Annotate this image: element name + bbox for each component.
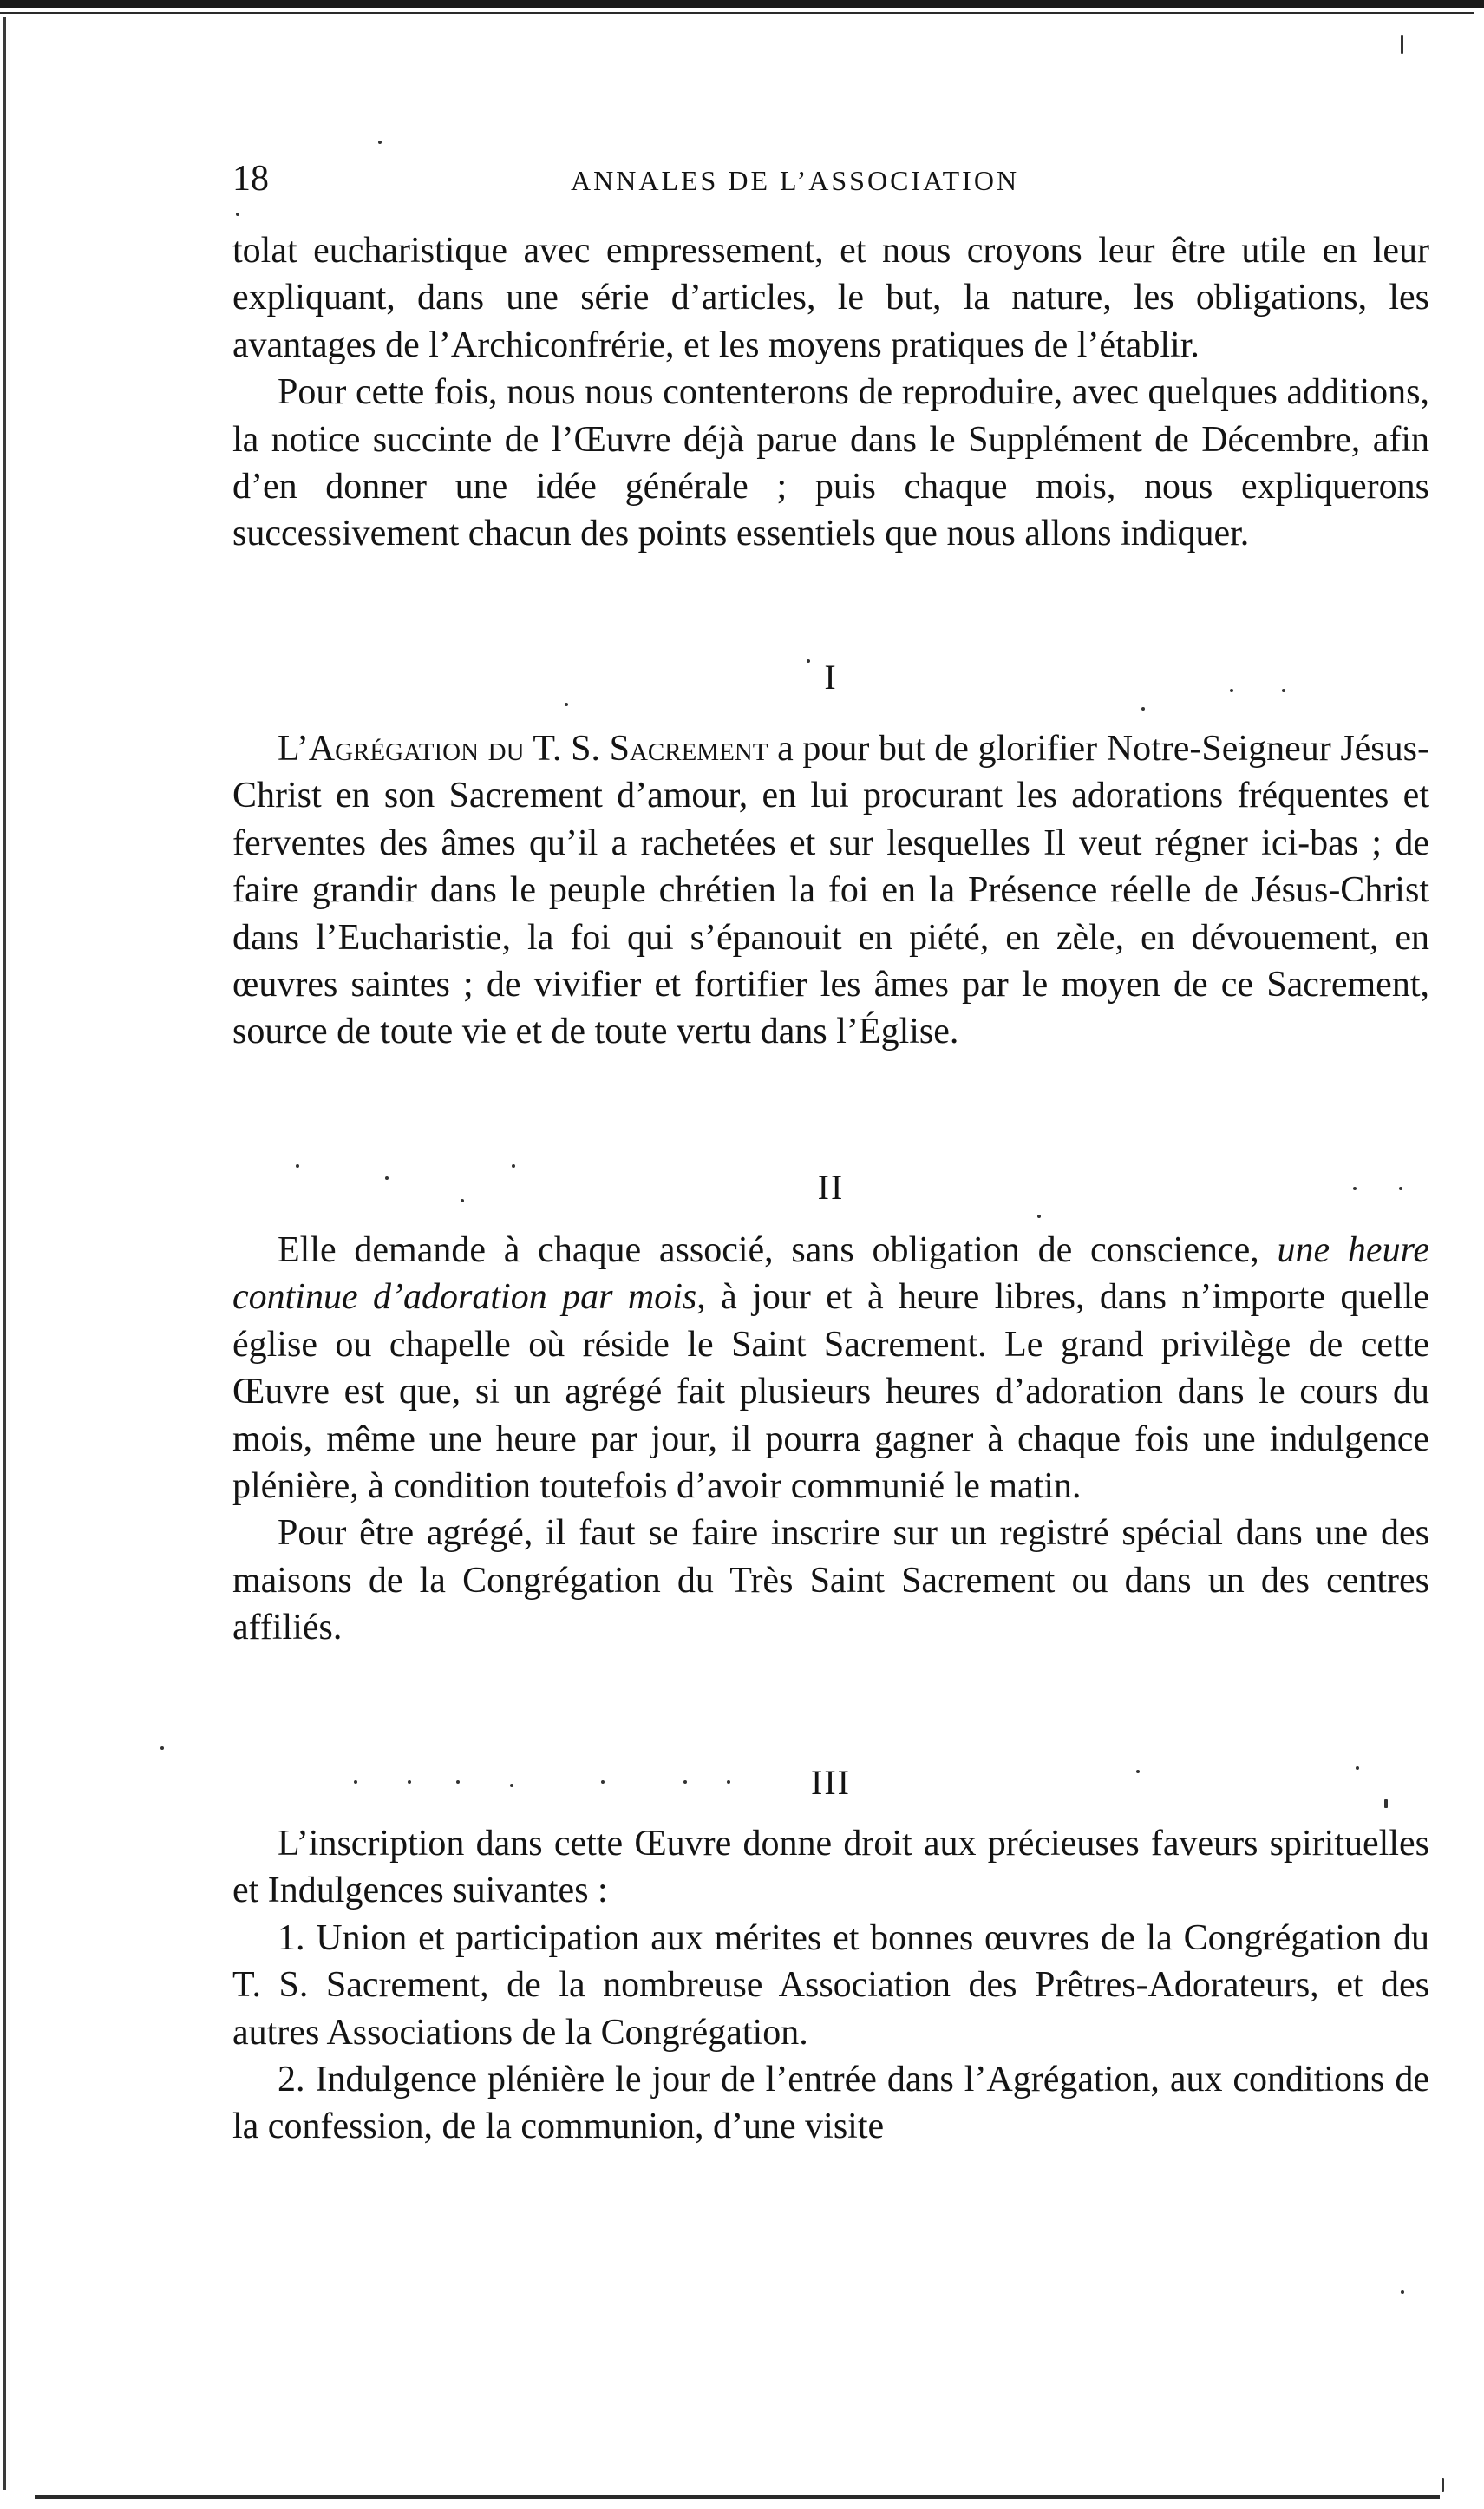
section-2-p1-start: Elle demande à chaque associé, sans obligation de conscience, xyxy=(278,1230,1278,1270)
section-3-item-2: 2. Indulgence plénière le jour de l’entrée dans l’Agrégation, aux conditions de la confession, de la communion, d’une visite xyxy=(232,2060,1429,2147)
scan-border-line xyxy=(0,12,1474,14)
section-2-paragraph-2: Pour être agrégé, il faut se faire inscrire sur un registré spécial dans une des maisons de la Congrégation du Très Saint Sacrement ou dans un des centres affiliés. xyxy=(232,1513,1429,1648)
intro-text xyxy=(232,227,1429,558)
section-2-paragraph-1 xyxy=(232,1227,1429,1510)
scan-speck xyxy=(565,703,568,706)
scan-border-bottom xyxy=(35,2495,1440,2499)
scan-speck xyxy=(378,141,382,144)
section-heading-1: I xyxy=(824,658,838,697)
section-2-p1-italic: une heure continue d’adoration par mois xyxy=(232,1230,1429,1318)
section-2-p1-end: , à jour et à heure libres, dans n’importe quelle église ou chapelle où réside le Saint Sacrement. Le grand privilège de cette Œuvre est que, si un agrégé fait plusieurs heures d’adoration dans le cours du mois, même une heure par jour, il pourra gagner à chaque fois une indulgence plénière, à condition toutefois d’avoir communié le matin. xyxy=(232,1277,1429,1507)
section-heading-3: III xyxy=(811,1763,851,1802)
section-1-lead: L’Agrégation du T. S. Sacrement xyxy=(278,729,768,769)
intro-paragraph-2: Pour cette fois, nous nous contenterons de reproduire, avec quelques additions, la notice succinte de l’Œuvre déjà parue dans le Supplément de Décembre, afin d’en donner une idée générale ; puis chaque mois, nous expliquerons successivement chacun des points essentiels que nous allons indiquer. xyxy=(232,372,1429,554)
scan-speck xyxy=(236,213,239,216)
scan-speck xyxy=(1442,2478,1444,2492)
section-3-paragraph-1: L’inscription dans cette Œuvre donne droit aux précieuses faveurs spirituelles et Indulgences suivantes : xyxy=(232,1824,1429,1911)
section-2-text xyxy=(232,1227,1429,1652)
running-head xyxy=(232,156,1429,208)
section-1-body: a pour but de glorifier Notre-Seigneur Jésus-Christ en son Sacrement d’amour, en lui procurant les adorations fréquentes et ferventes des âmes qu’il a rachetées et sur lesquelles Il veut régner ici-bas ; de faire grandir dans le peuple chrétien la foi en la Présence réelle de Jésus-Christ dans l’Eucharistie, la foi qui s’épanouit en piété, en zèle, en dévouement, en œuvres saintes ; de vivifier et fortifier les âmes par le moyen de ce Sacrement, source de toute vie et de toute vertu dans l’Église. xyxy=(232,729,1429,1052)
section-heading-2: II xyxy=(817,1168,845,1207)
section-3-text xyxy=(232,1820,1429,2151)
scan-speck xyxy=(1401,2290,1404,2294)
scan-border-left xyxy=(3,17,6,2490)
page-number: 18 xyxy=(232,159,269,199)
section-1-text xyxy=(232,725,1429,1056)
section-1-paragraph xyxy=(232,725,1429,1056)
scan-speck xyxy=(1037,1215,1041,1218)
intro-paragraph-1: tolat eucharistique avec empressement, et nous croyons leur être utile en leur expliquant, dans une série d’articles, le but, la nature, les obligations, les avantages de l’Archiconfrérie, et les moyens pratiques de l’établir. xyxy=(232,231,1429,365)
scan-speck xyxy=(1141,707,1145,711)
running-title: ANNALES DE L’ASSOCIATION xyxy=(571,165,1020,196)
scan-speck xyxy=(160,1746,164,1750)
section-3-item-1: 1. Union et participation aux mérites et bonnes œuvres de la Congrégation du T. S. Sacrement, de la nombreuse Association des Prêtres-Adorateurs, et des autres Associations de la Congrégation. xyxy=(232,1917,1429,2053)
scan-speck xyxy=(1401,35,1403,54)
scan-border-top xyxy=(0,0,1484,8)
